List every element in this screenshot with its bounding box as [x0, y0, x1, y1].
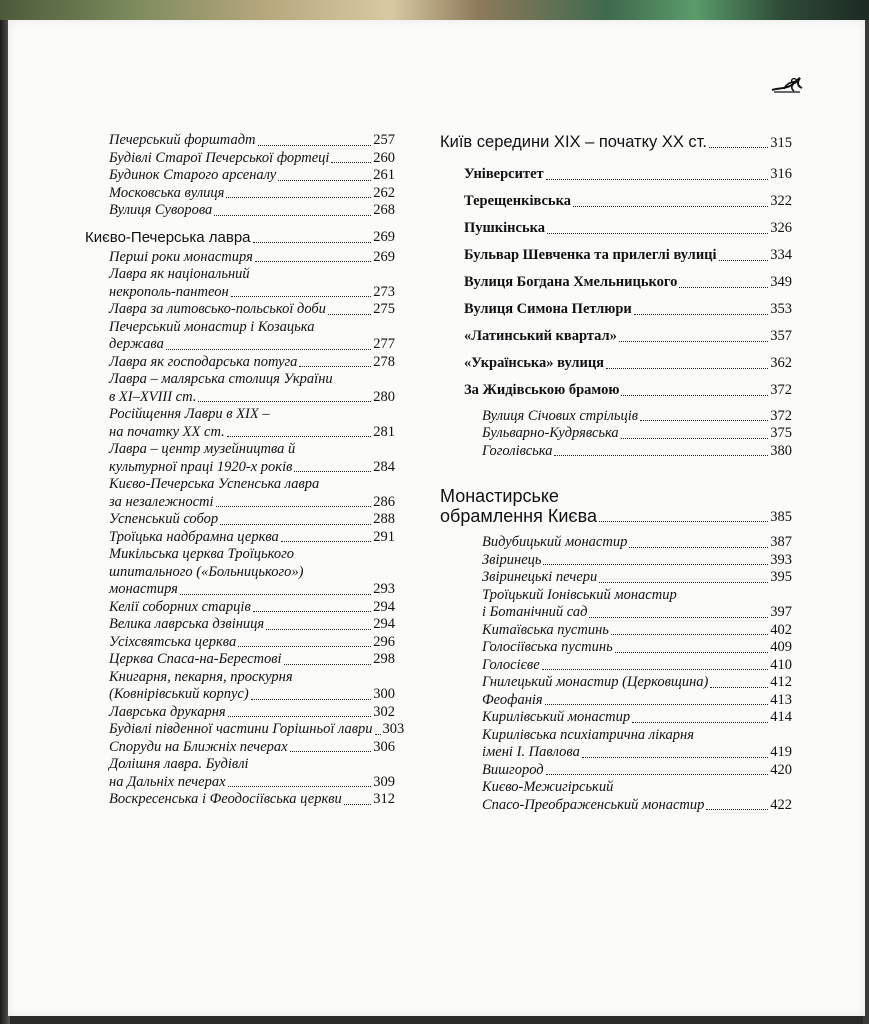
dot-leader	[606, 368, 768, 369]
toc-entry-title: в XI–XVIII ст.	[109, 388, 197, 405]
toc-entry-title: Кирилівський монастир	[482, 709, 631, 725]
toc-entry[interactable]	[440, 328, 792, 346]
dot-leader	[709, 147, 768, 148]
toc-entry-line	[109, 319, 395, 337]
toc-entry-line	[109, 371, 395, 389]
toc-entry-title: некрополь-пантеон	[109, 283, 229, 300]
dot-leader	[599, 521, 768, 522]
toc-entry-title: (Ковнірівський корпус)	[109, 686, 249, 702]
toc-entry[interactable]	[85, 669, 395, 704]
dot-leader	[573, 206, 768, 207]
toc-entry[interactable]	[85, 511, 395, 529]
toc-entry-title: Києво-Межигірський	[482, 779, 614, 795]
toc-entry-title: Усіхсвятська церква	[109, 633, 237, 650]
toc-page-number: 260	[373, 149, 395, 166]
toc-entry[interactable]	[85, 634, 395, 652]
toc-entry[interactable]	[85, 150, 395, 168]
dot-leader	[228, 786, 372, 787]
toc-entry-line	[482, 587, 792, 605]
toc-entry-line	[109, 476, 395, 494]
toc-entry-title: Воскресенська і Феодосіївська церкви	[109, 791, 342, 807]
toc-entry[interactable]	[440, 657, 792, 675]
dot-leader	[706, 809, 768, 810]
toc-entry[interactable]	[440, 247, 792, 265]
toc-entry[interactable]	[85, 406, 395, 441]
toc-entry-line	[109, 546, 395, 564]
toc-entry-title: Троїцька надбрамна церква	[109, 528, 279, 545]
toc-page-number: 294	[373, 598, 395, 615]
dot-leader	[299, 366, 371, 367]
toc-entry[interactable]	[85, 229, 395, 247]
toc-entry-line	[482, 604, 792, 622]
toc-entry-title: Гнилецький монастир (Церковщина)	[482, 674, 709, 690]
toc-entry-line	[109, 459, 395, 477]
dot-leader	[278, 180, 371, 181]
toc-entry[interactable]	[440, 382, 792, 400]
toc-page-number: 281	[373, 423, 395, 440]
toc-page-number: 275	[373, 301, 395, 317]
toc-page-number: 280	[373, 388, 395, 405]
toc-page-number: 273	[373, 283, 395, 300]
toc-page-number: 298	[373, 651, 395, 667]
dot-leader	[253, 242, 372, 243]
toc-entry-title: Московська вулиця	[109, 184, 225, 201]
toc-page-number: 303	[382, 721, 405, 737]
toc-entry-title: Книгарня, пекарня, проскурня	[109, 668, 293, 685]
toc-left-column	[85, 132, 405, 809]
toc-entry-title: Феофанія	[482, 691, 543, 708]
toc-entry-title: Києво-Печерська лавра	[85, 228, 251, 246]
toc-entry-title: Терещенківська	[464, 193, 571, 209]
dot-leader	[632, 722, 768, 723]
toc-entry-title: обрамлення Києва	[440, 506, 597, 526]
toc-entry-title: Печерський форштадт	[109, 132, 256, 148]
toc-entry[interactable]	[440, 274, 792, 292]
toc-entry-title: Голосіївська пустинь	[482, 639, 613, 655]
toc-entry-title: Бульвар Шевченка та прилеглі вулиці	[464, 247, 717, 263]
toc-entry[interactable]	[440, 709, 792, 727]
toc-page-number: 387	[770, 534, 792, 550]
toc-entry-line	[482, 727, 792, 745]
toc-entry-title: Вишгород	[482, 761, 544, 778]
toc-entry[interactable]	[85, 721, 405, 739]
toc-entry-line	[109, 406, 395, 424]
dot-leader	[619, 341, 768, 342]
dot-leader	[331, 162, 371, 163]
toc-entry-title: культурної праці 1920-х років	[109, 458, 293, 475]
toc-entry[interactable]	[440, 727, 792, 762]
toc-entry-line	[109, 581, 395, 599]
toc-entry[interactable]	[85, 739, 395, 757]
dot-leader	[251, 699, 372, 700]
dot-leader	[554, 455, 768, 456]
toc-entry-line	[482, 744, 792, 762]
toc-entry-title: Монастирське	[440, 486, 559, 506]
toc-page-number: 402	[770, 621, 792, 638]
toc-entry[interactable]	[440, 622, 792, 640]
dot-leader	[542, 669, 769, 670]
dot-leader	[679, 287, 768, 288]
toc-entry-title: за незалежності	[109, 493, 214, 510]
toc-page-number: 309	[373, 773, 395, 790]
dot-leader	[621, 438, 769, 439]
toc-entry[interactable]	[85, 529, 395, 547]
dot-leader	[611, 634, 768, 635]
toc-entry[interactable]	[440, 355, 792, 373]
dot-leader	[166, 349, 371, 350]
toc-entry-title: Києво-Печерська Успенська лавра	[109, 476, 320, 492]
toc-entry-title: Російщення Лаври в XIX –	[109, 406, 270, 422]
toc-entry-title: держава	[109, 336, 164, 352]
toc-page-number: 372	[770, 407, 792, 424]
toc-entry[interactable]	[440, 408, 792, 426]
toc-entry-title: Пушкінська	[464, 220, 545, 236]
toc-entry[interactable]	[440, 639, 792, 657]
toc-page-number: 300	[373, 686, 395, 702]
toc-entry[interactable]	[440, 220, 792, 238]
dot-leader	[231, 296, 372, 297]
toc-entry-title: монастиря	[109, 581, 178, 597]
toc-entry[interactable]	[85, 599, 395, 617]
toc-entry-title: Лаврська друкарня	[109, 703, 226, 720]
toc-entry-line	[109, 266, 395, 284]
dot-leader	[226, 197, 371, 198]
toc-entry-title: Микільська церква Троїцького	[109, 546, 295, 562]
toc-page-number: 306	[373, 738, 395, 755]
toc-page-number: 412	[770, 674, 792, 690]
toc-page-number: 278	[373, 353, 395, 370]
toc-entry[interactable]	[85, 319, 395, 354]
toc-page-number: 284	[373, 458, 395, 475]
toc-page-number: 326	[770, 220, 792, 236]
toc-entry-title: Церква Спаса-на-Берестові	[109, 651, 282, 667]
toc-entry-title: Лавра як господарська потуга	[109, 353, 298, 370]
toc-page-number: 357	[770, 328, 792, 344]
toc-entry-title: Звіринець	[482, 551, 542, 568]
toc-entry[interactable]	[440, 762, 792, 780]
dot-leader	[253, 611, 372, 612]
dot-leader	[547, 233, 768, 234]
dot-leader	[634, 314, 768, 315]
toc-entry-line	[109, 424, 395, 442]
toc-page-number: 296	[373, 633, 395, 650]
toc-page-number: 302	[373, 703, 395, 720]
toc-entry[interactable]	[440, 193, 792, 211]
toc-entry-title: Вулиця Симона Петлюри	[464, 301, 632, 317]
toc-entry-title: Вулиця Богдана Хмельницького	[464, 274, 678, 290]
toc-entry-title: на Дальніх печерах	[109, 773, 226, 790]
toc-entry-title: «Латинський квартал»	[464, 328, 617, 344]
toc-entry-title: Кирилівська психіатрична лікарня	[482, 726, 694, 743]
toc-entry-title: Долішня лавра. Будівлі	[109, 756, 249, 772]
toc-entry-line	[109, 686, 395, 704]
toc-entry[interactable]	[85, 476, 395, 511]
toc-page-number: 413	[770, 691, 792, 708]
dot-leader	[227, 436, 372, 437]
dot-leader	[629, 547, 768, 548]
dot-leader	[710, 687, 768, 688]
toc-entry-line	[109, 774, 395, 792]
dot-leader	[198, 401, 371, 402]
toc-page-number: 422	[770, 796, 792, 813]
dot-leader	[546, 774, 769, 775]
toc-entry[interactable]	[440, 534, 792, 552]
toc-entry[interactable]	[440, 587, 792, 622]
toc-entry[interactable]	[440, 569, 792, 587]
toc-entry-title: Лавра як національний	[109, 266, 250, 282]
toc-page-number: 262	[373, 184, 395, 201]
toc-entry[interactable]	[85, 301, 395, 319]
toc-entry[interactable]	[440, 552, 792, 570]
toc-entry-title: на початку XX ст.	[109, 423, 225, 440]
toc-entry[interactable]	[440, 692, 792, 710]
dot-leader	[281, 541, 371, 542]
toc-page-number: 269	[373, 248, 395, 265]
dot-leader	[344, 804, 371, 805]
toc-page-number: 372	[770, 382, 792, 398]
dot-leader	[180, 594, 371, 595]
toc-entry-line	[109, 389, 395, 407]
toc-entry[interactable]	[85, 441, 395, 476]
toc-entry[interactable]	[440, 674, 792, 692]
toc-entry-title: Келії соборних старців	[109, 598, 251, 615]
toc-page-number: 419	[770, 744, 792, 760]
toc-page-number: 349	[770, 274, 792, 290]
toc-entry[interactable]	[85, 546, 395, 599]
toc-entry-title: Гоголівська	[482, 442, 553, 459]
dot-leader	[266, 629, 371, 630]
dot-leader	[546, 179, 769, 180]
toc-entry[interactable]	[440, 166, 792, 184]
toc-entry[interactable]	[440, 301, 792, 319]
toc-entry-title: імені І. Павлова	[482, 744, 580, 760]
dot-leader	[640, 420, 768, 421]
toc-entry-title: Бульварно-Кудрявська	[482, 425, 619, 441]
toc-page-number: 385	[770, 508, 792, 525]
dot-leader	[719, 260, 769, 261]
dot-leader	[599, 582, 768, 583]
toc-entry[interactable]	[85, 354, 395, 372]
toc-page-number: 294	[373, 616, 395, 632]
toc-entry[interactable]	[440, 443, 792, 461]
toc-entry-title: Звіринецькі печери	[482, 569, 598, 585]
toc-entry[interactable]	[85, 185, 395, 203]
toc-entry-title: Троїцький Іонівський монастир	[482, 586, 677, 603]
dot-leader	[216, 506, 372, 507]
toc-entry[interactable]	[85, 651, 395, 669]
toc-entry-line	[109, 494, 395, 512]
toc-entry[interactable]	[85, 756, 395, 791]
toc-entry-title: Будинок Старого арсеналу	[109, 167, 277, 183]
toc-page-number: 380	[770, 442, 792, 459]
toc-entry-title: і Ботанічний сад	[482, 604, 588, 620]
toc-entry-line	[109, 564, 395, 582]
toc-page-number: 291	[373, 528, 395, 545]
toc-entry-title: Вулиця Суворова	[109, 202, 213, 218]
toc-entry-line	[109, 441, 395, 459]
dot-leader	[284, 664, 372, 665]
toc-page-number: 395	[770, 569, 792, 585]
toc-entry-line	[109, 669, 395, 687]
toc-page-number: 393	[770, 551, 792, 568]
dot-leader	[258, 145, 372, 146]
toc-entry-title: Голосієве	[482, 656, 540, 673]
toc-entry[interactable]	[440, 132, 792, 152]
publisher-logo-icon	[770, 72, 806, 96]
dot-leader	[228, 716, 372, 717]
toc-entry-line	[109, 284, 395, 302]
toc-page-number: 269	[373, 229, 395, 245]
dot-leader	[294, 471, 371, 472]
toc-entry[interactable]	[85, 791, 395, 809]
toc-page-number: 362	[770, 355, 792, 371]
toc-page-number: 353	[770, 301, 792, 317]
toc-entry[interactable]	[85, 132, 395, 150]
toc-entry-title: Лавра за литовсько-польської доби	[109, 301, 326, 317]
toc-page-number: 409	[770, 639, 792, 655]
dot-leader	[255, 261, 371, 262]
toc-page-number: 257	[373, 132, 395, 148]
toc-entry-title: Вулиця Січових стрільців	[482, 407, 639, 424]
toc-entry[interactable]	[440, 425, 792, 443]
toc-entry-title: Споруди на Ближніх печерах	[109, 738, 288, 755]
toc-entry-title: Будівлі Старої Печерської фортеці	[109, 149, 330, 166]
dot-leader	[328, 314, 371, 315]
toc-entry-title: Київ середини XIX – початку XX ст.	[440, 133, 707, 151]
dot-leader	[375, 734, 381, 735]
toc-page-number: 286	[373, 493, 395, 510]
toc-entry-title: Видубицький монастир	[482, 534, 628, 550]
toc-entry-title: За Жидівською брамою	[464, 382, 620, 398]
toc-entry[interactable]	[85, 167, 395, 185]
toc-page-number: 268	[373, 202, 395, 218]
toc-right-column	[440, 132, 792, 814]
toc-entry-title: Успенський собор	[109, 511, 219, 527]
toc-page-number: 315	[770, 134, 792, 151]
toc-page-number: 261	[373, 167, 395, 183]
toc-entry-line	[482, 779, 792, 797]
dot-leader	[543, 564, 768, 565]
toc-entry-line	[109, 336, 395, 354]
toc-entry[interactable]	[85, 266, 395, 301]
dot-leader	[615, 652, 769, 653]
toc-entry[interactable]	[85, 249, 395, 267]
toc-entry[interactable]	[440, 779, 792, 814]
toc-entry-title: шпитального («Больницького»)	[109, 563, 304, 580]
toc-entry-title: Університет	[464, 166, 544, 182]
toc-entry-line	[440, 486, 792, 506]
toc-entry-title: Будівлі південної частини Горішньої лаври	[109, 721, 373, 737]
toc-entry-title: Лавра – центр музейництва й	[109, 441, 296, 457]
toc-entry[interactable]	[85, 704, 395, 722]
toc-page-number: 410	[770, 656, 792, 673]
toc-entry-title: Спасо-Преображенський монастир	[482, 796, 705, 813]
dot-leader	[621, 395, 768, 396]
toc-page-number: 312	[373, 791, 395, 807]
toc-page-number: 414	[770, 709, 792, 725]
toc-entry-line	[109, 756, 395, 774]
toc-page-number: 420	[770, 761, 792, 778]
dot-leader	[214, 215, 371, 216]
toc-page-number: 334	[770, 247, 792, 263]
toc-page-number: 322	[770, 193, 792, 209]
toc-entry-title: «Українська» вулиця	[464, 355, 605, 371]
dot-leader	[290, 751, 372, 752]
toc-entry-title: Лавра – малярська столиця України	[109, 371, 333, 387]
toc-entry[interactable]	[85, 202, 395, 220]
toc-entry-title: Перші роки монастиря	[109, 248, 253, 265]
toc-page-number: 316	[770, 166, 792, 182]
dot-leader	[582, 757, 768, 758]
toc-entry[interactable]	[440, 486, 792, 526]
toc-entry-title: Печерський монастир і Козацька	[109, 318, 315, 335]
toc-page-number: 375	[770, 425, 792, 441]
toc-entry-line	[440, 506, 792, 526]
toc-entry-line	[482, 797, 792, 815]
dot-leader	[589, 617, 768, 618]
toc-page-number: 293	[373, 581, 395, 597]
toc-entry[interactable]	[85, 371, 395, 406]
toc-page-number: 288	[373, 511, 395, 527]
toc-entry-title: Китаївська пустинь	[482, 621, 609, 638]
dot-leader	[220, 524, 371, 525]
toc-page-number: 397	[770, 604, 792, 620]
toc-entry-title: Велика лаврська дзвіниця	[109, 616, 265, 632]
dot-leader	[545, 704, 769, 705]
toc-entry[interactable]	[85, 616, 395, 634]
toc-page-number: 277	[373, 336, 395, 352]
dot-leader	[238, 646, 371, 647]
